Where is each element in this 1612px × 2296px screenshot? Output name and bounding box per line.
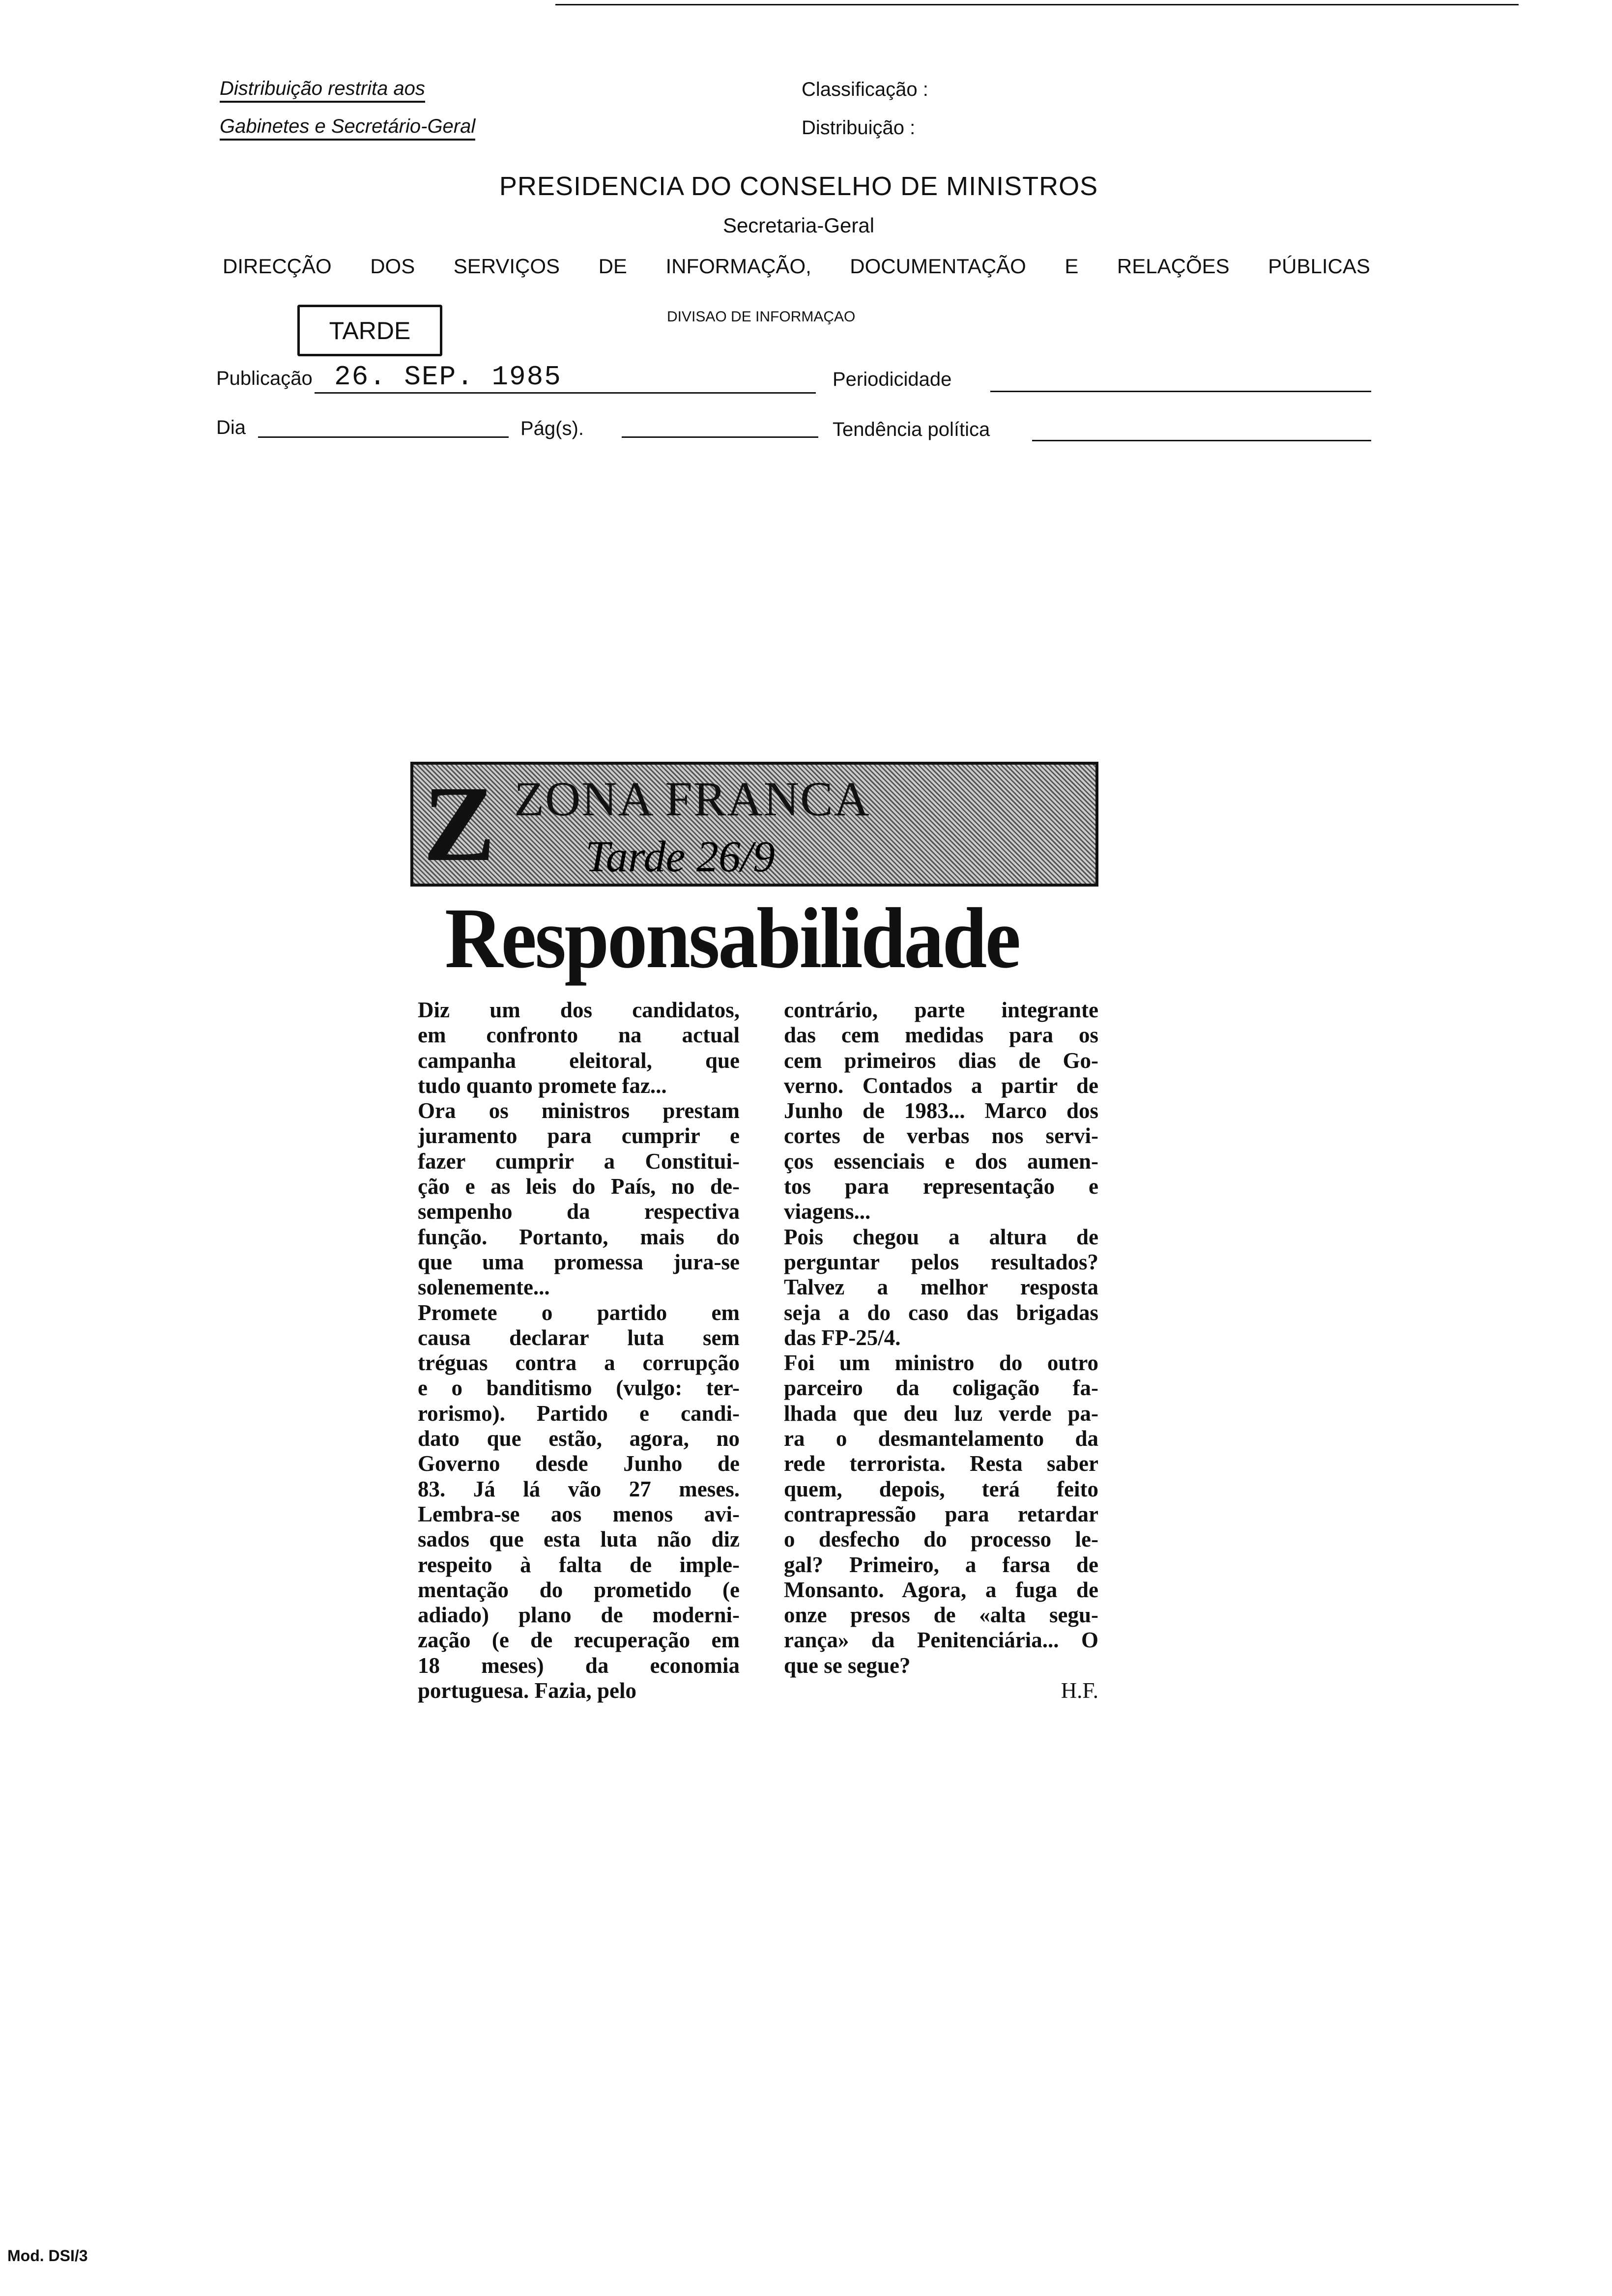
article-line: onze presos de «alta segu- [784,1603,1098,1628]
article-line: função. Portanto, mais do [418,1224,740,1249]
top-scan-line [555,4,1519,5]
article-line: das cem medidas para os [784,1023,1098,1048]
article-line: rança» da Penitenciária... O [784,1628,1098,1653]
article-line: tréguas contra a corrupção [418,1350,740,1376]
article-line: tudo quanto promete faz... [418,1073,667,1098]
article-line: zação (e de recuperação em [418,1628,740,1653]
directorate-word: INFORMAÇÃO, [665,255,811,278]
article-line: gal? Primeiro, a farsa de [784,1552,1098,1577]
directorate-word: DOCUMENTAÇÃO [850,255,1026,278]
article-line: Governo desde Junho de [418,1451,740,1476]
tendency-line [1032,440,1371,441]
classification-label: Classificação : [802,79,928,100]
article-line: 18 meses) da economia [418,1653,740,1678]
article-line: Ora os ministros prestam [418,1098,740,1123]
article-line: dato que estão, agora, no [418,1426,740,1451]
date-stamp: 26. SEP. 1985 [334,361,562,393]
article-column-2 [784,998,1098,1703]
periodicity-label: Periodicidade [833,369,952,390]
directorate-word: SERVIÇOS [453,255,560,278]
article-line: campanha eleitoral, que [418,1048,740,1073]
secretariat: Secretaria-Geral [722,214,875,237]
article-line: Promete o partido em [418,1300,740,1325]
article-line: adiado) plano de moderni- [418,1603,740,1628]
article-line: lhada que deu luz verde pa- [784,1401,1098,1426]
directorate-word: DE [598,255,627,278]
directorate-word: PÚBLICAS [1268,255,1370,278]
article-line: Lembra-se aos menos avi- [418,1501,740,1526]
restriction-line2: Gabinetes e Secretário-Geral [220,115,475,141]
pages-line [622,436,818,438]
article-line: rede terrorista. Resta saber [784,1451,1098,1476]
article-line: Foi um ministro do outro [784,1350,1098,1376]
article-line: que se segue? [784,1653,911,1678]
article-line: das FP-25/4. [784,1325,901,1350]
form-code: Mod. DSI/3 [7,2247,88,2265]
directorate-word: E [1065,255,1079,278]
headline: Responsabilidade [445,890,1019,986]
article-line: e o banditismo (vulgo: ter- [418,1376,740,1401]
article-line: ra o desmantelamento da [784,1426,1098,1451]
day-label: Dia [216,417,246,438]
article-line: cortes de verbas nos servi- [784,1123,1098,1148]
restriction-line1: Distribuição restrita aos [220,78,425,103]
article-line: seja a do caso das brigadas [784,1300,1098,1325]
article-line: contrário, parte integrante [784,998,1098,1022]
article-line: respeito à falta de imple- [418,1552,740,1577]
article-line: solenemente... [418,1275,550,1300]
article-line: portuguesa. Fazia, pelo [418,1678,636,1703]
article-line: Talvez a melhor resposta [784,1275,1098,1300]
article-line: Diz um dos candidatos, [418,998,740,1022]
article-line: 83. Já lá vão 27 meses. [418,1476,740,1501]
article-line: causa declarar luta sem [418,1325,740,1350]
periodicity-line [990,391,1371,392]
article-line: Pois chegou a altura de [784,1224,1098,1249]
article-line: fazer cumprir a Constitui- [418,1148,740,1174]
pages-label: Pág(s). [520,418,584,439]
article-line: verno. Contados a partir de [784,1073,1098,1098]
distribution-label: Distribuição : [802,117,916,139]
article-line: sempenho da respectiva [418,1199,740,1224]
article-line: tos para representação e [784,1174,1098,1199]
article-line: contrapressão para retardar [784,1501,1098,1526]
publication-label: Publicação [216,368,313,389]
division-label: DIVISAO DE INFORMAÇAO [667,309,856,325]
signature: H.F. [1061,1678,1098,1703]
handwritten-note: Tarde 26/9 [585,832,775,881]
directorate-word: DIRECÇÃO [223,255,332,278]
article-line: parceiro da coligação fa- [784,1376,1098,1401]
article-line: viagens... [784,1199,871,1224]
article-line: perguntar pelos resultados? [784,1249,1098,1274]
article-line: rorismo). Partido e candi- [418,1401,740,1426]
section-banner [410,762,1098,887]
publication-stamp: TARDE [297,305,442,356]
article-line: o desfecho do processo le- [784,1527,1098,1552]
article-line: ços essenciais e dos aumen- [784,1148,1098,1174]
article-line: juramento para cumprir e [418,1123,740,1148]
tendency-label: Tendência política [833,419,990,440]
article-line: Monsanto. Agora, a fuga de [784,1577,1098,1602]
article-line: Junho de 1983... Marco dos [784,1098,1098,1123]
directorate-word: RELAÇÕES [1117,255,1230,278]
publication-line [315,392,816,394]
banner-title: ZONA FRANCA [514,772,870,826]
banner-initial: Z [423,764,495,884]
article-line: que uma promessa jura-se [418,1249,740,1274]
article-line: mentação do prometido (e [418,1577,740,1602]
article-line: quem, depois, terá feito [784,1476,1098,1501]
article-line: sados que esta luta não diz [418,1527,740,1552]
article-column-1 [418,998,740,1703]
article-line: cem primeiros dias de Go- [784,1048,1098,1073]
article-line: ção e as leis do País, no de- [418,1174,740,1199]
article-line: em confronto na actual [418,1023,740,1048]
day-line [258,436,509,438]
directorate-word: DOS [370,255,415,278]
institution-title: PRESIDENCIA DO CONSELHO DE MINISTROS [499,172,1098,201]
directorate [223,255,1370,278]
